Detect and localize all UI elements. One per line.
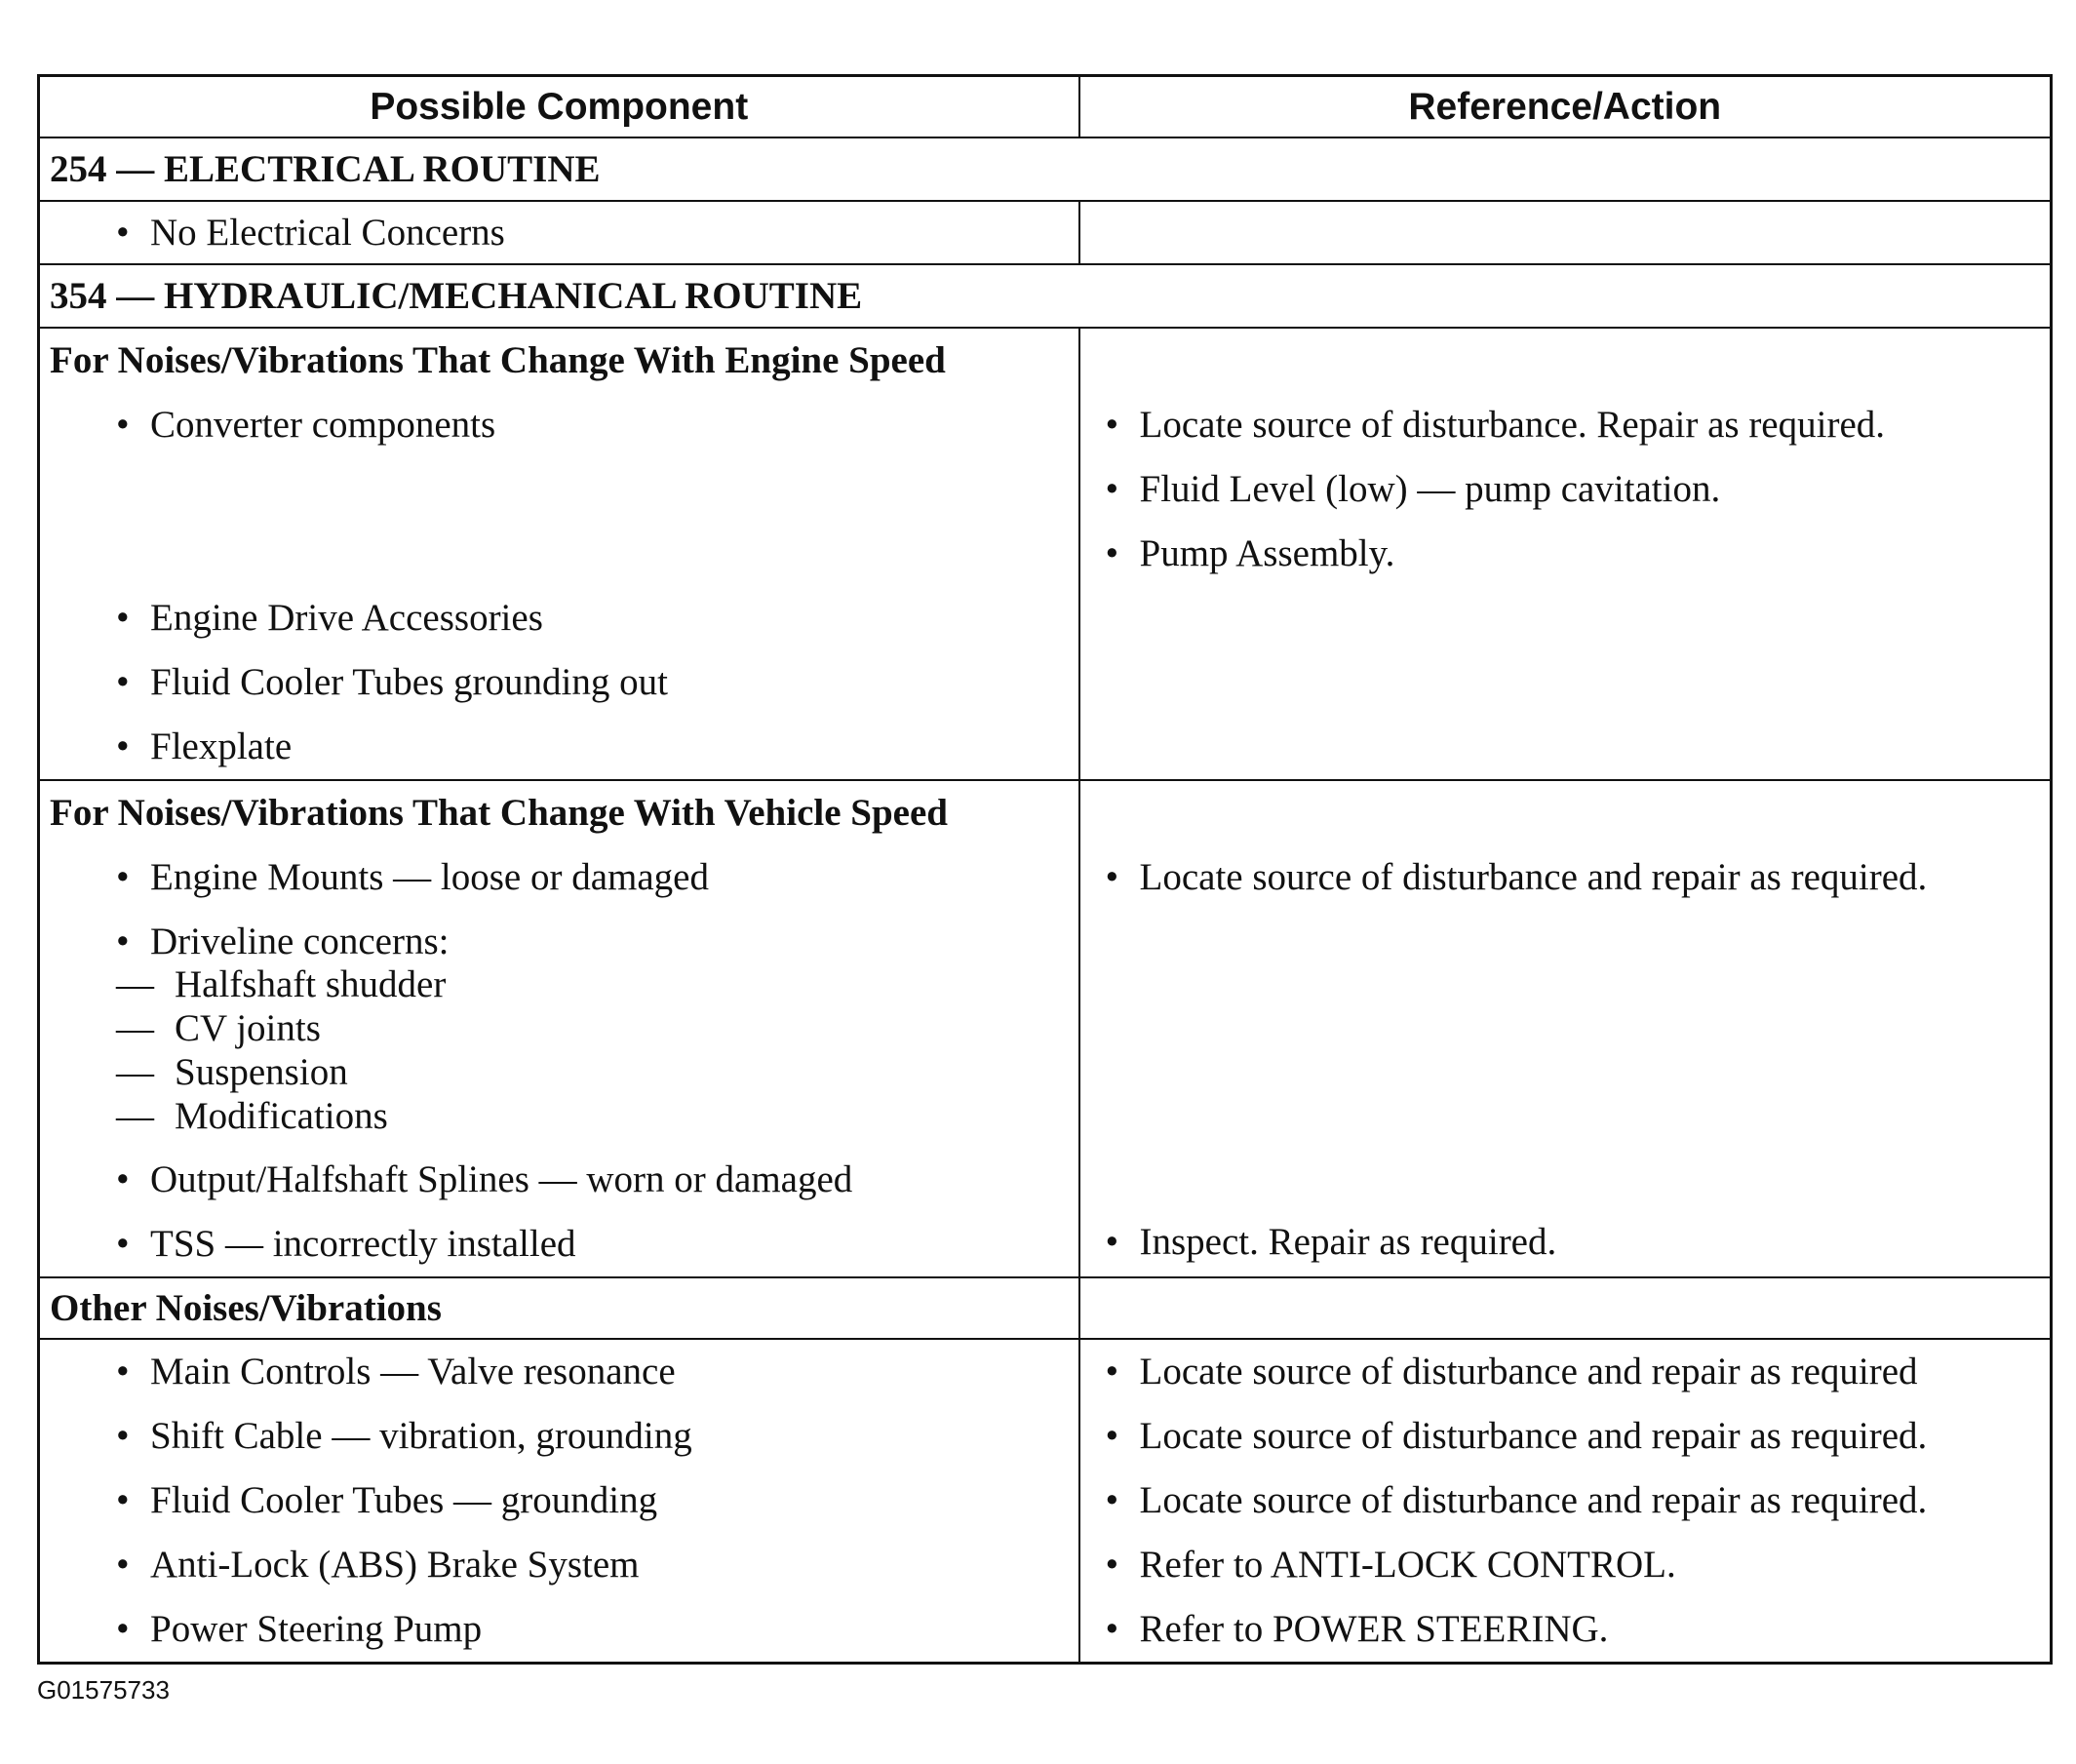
- driveline-subitem-label: CV joints: [175, 1007, 321, 1049]
- list-item: • Output/Halfshaft Splines — worn or damaged: [40, 1148, 1078, 1212]
- row-other: [39, 1339, 2052, 1664]
- list-item: • Refer to ANTI-LOCK CONTROL.: [1080, 1533, 2051, 1597]
- cell-engine-speed-components: [39, 328, 1079, 780]
- list-item: • Driveline concerns:: [40, 910, 1078, 974]
- dash-mark: —: [116, 963, 154, 1005]
- row-electrical-item: [39, 201, 2052, 264]
- list-item: • Converter components: [40, 393, 1078, 457]
- subsection-title-vehicle-speed: For Noises/Vibrations That Change With Vehicle Speed: [50, 792, 948, 834]
- list-item: • Anti-Lock (ABS) Brake System: [40, 1533, 1078, 1597]
- list-item: • Refer to POWER STEERING.: [1080, 1597, 2051, 1662]
- driveline-subitem-label: Modifications: [175, 1095, 388, 1137]
- list-item: • Locate source of disturbance. Repair as required.: [1080, 393, 2051, 457]
- list-item: • Engine Mounts — loose or damaged: [40, 845, 1078, 910]
- list-item: • TSS — incorrectly installed: [40, 1212, 1078, 1276]
- spacer: [1080, 329, 2051, 393]
- spacer: [1080, 781, 2051, 845]
- cell-electrical-action: [1079, 201, 2052, 264]
- spacer: [40, 457, 1078, 586]
- driveline-subitem-list: [40, 962, 1078, 1138]
- list-item: • Fluid Cooler Tubes grounding out: [40, 650, 1078, 715]
- list-item: • Locate source of disturbance and repair as required.: [1080, 845, 2051, 910]
- cell-electrical-component: [39, 201, 1079, 264]
- section-row-electrical: [39, 137, 2052, 201]
- section-title-electrical: 254 — ELECTRICAL ROUTINE: [39, 137, 2052, 201]
- spacer: [1080, 910, 2051, 1210]
- diagnosis-table: [37, 74, 2053, 1665]
- list-item: • Locate source of disturbance and repair as required.: [1080, 1469, 2051, 1533]
- list-item: • Shift Cable — vibration, grounding: [40, 1404, 1078, 1469]
- dash-mark: —: [116, 1051, 154, 1093]
- list-item: • No Electrical Concerns: [40, 202, 1078, 263]
- section-title-hydraulic: 354 — HYDRAULIC/MECHANICAL ROUTINE: [39, 264, 2052, 328]
- cell-other-actions: [1079, 1339, 2052, 1664]
- driveline-subitem-label: Suspension: [175, 1051, 348, 1093]
- list-item: • Engine Drive Accessories: [40, 586, 1078, 650]
- cell-vehicle-speed-components: [39, 780, 1079, 1277]
- column-header-component: Possible Component: [39, 76, 1079, 138]
- driveline-subitem: [40, 1094, 1078, 1138]
- dash-mark: —: [116, 1007, 154, 1049]
- driveline-subitem: [40, 1006, 1078, 1050]
- list-item: • Flexplate: [40, 715, 1078, 779]
- section-row-hydraulic: [39, 264, 2052, 328]
- list-item: • Fluid Cooler Tubes — grounding: [40, 1469, 1078, 1533]
- dash-mark: —: [116, 1095, 154, 1137]
- row-engine-speed: [39, 328, 2052, 780]
- list-item: • Pump Assembly.: [1080, 522, 2051, 586]
- list-item: • Main Controls — Valve resonance: [40, 1340, 1078, 1404]
- header-row: [39, 76, 2052, 138]
- list-item: • Locate source of disturbance and repair as required: [1080, 1340, 2051, 1404]
- section-title-other: Other Noises/Vibrations: [39, 1277, 1079, 1339]
- subsection-title-engine-speed: For Noises/Vibrations That Change With Engine Speed: [50, 339, 946, 381]
- row-vehicle-speed: [39, 780, 2052, 1277]
- list-item: • Fluid Level (low) — pump cavitation.: [1080, 457, 2051, 522]
- driveline-subitem: [40, 1050, 1078, 1094]
- section-row-other: [39, 1277, 2052, 1339]
- list-item: • Power Steering Pump: [40, 1597, 1078, 1662]
- figure-id-label: G01575733: [37, 1675, 170, 1705]
- cell-other-header-blank: [1079, 1277, 2052, 1339]
- list-item: • Inspect. Repair as required.: [1080, 1210, 2051, 1274]
- cell-other-components: [39, 1339, 1079, 1664]
- driveline-subitem-label: Halfshaft shudder: [175, 963, 447, 1005]
- cell-engine-speed-actions: [1079, 328, 2052, 780]
- column-header-action: Reference/Action: [1079, 76, 2052, 138]
- list-item: • Locate source of disturbance and repair as required.: [1080, 1404, 2051, 1469]
- cell-vehicle-speed-actions: [1079, 780, 2052, 1277]
